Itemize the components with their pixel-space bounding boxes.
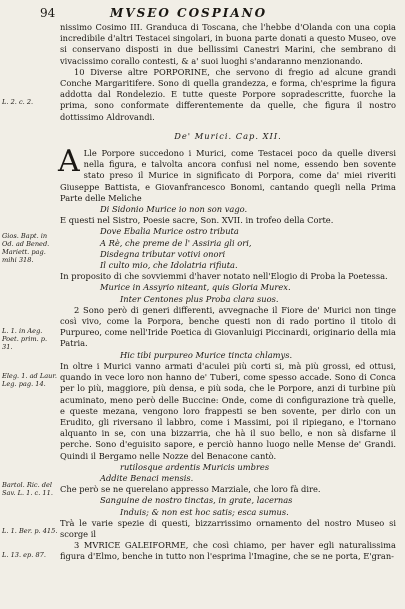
verse-line: Addite Benaci mensis. — [100, 472, 194, 483]
margin-note: L. 13. ep. 87. — [2, 551, 46, 559]
paragraph: Che però se ne querelano appresso Marziale, che loro fà dire. — [60, 484, 321, 495]
page-number: 94 — [40, 6, 56, 20]
verse-line: Il culto mio, che Idolatria rifiuta. — [100, 260, 238, 271]
margin-note: L. 2. c. 2. — [2, 98, 34, 106]
main-text — [60, 22, 396, 563]
paragraph: 3 MVRICE GALEIFORME, che così chiamo, per haver egli naturalissima figura d'Elmo, benche in tutto non l'esprima l'Imagine, che se ne porta, E'gran- — [60, 540, 396, 562]
page-header — [40, 6, 396, 20]
paragraph: 2 Sono però di generi differenti, avvegnache il Fiore de' Murici non tinge così vivo, come la Porpora, benche questi non di rado portino il titolo di Purpureo, come nell'Iride Poetica di Giovanluigi Piccinardi, originario della mia Patria. — [60, 304, 396, 349]
verse-line: Hic tibi purpureo Murice tincta chlamys. — [120, 349, 293, 360]
paragraph: E questi nel Sistro, Poesie sacre, Son. XVII. in trofeo della Corte. — [60, 215, 334, 226]
running-title: MVSEO COSPIANO — [110, 6, 268, 20]
paragraph: In oltre i Murici vanno armati d'aculei più corti si, mà più grossi, ed ottusi, quando in vece loro non hanno de' Tuberi, come spesso accade. Sono di Conca per lo più, maggiore, più densa, e più soda, che le Porpore, anzi di turbine più acuminato, meno però delle Buccine: Onde, come di configurazione trà quelle, e queste mezana, vengono loro frappesti se ben sovente, per dirlo con un Erudito, gli riversano il labbro, come i Massimi, poi il ripiegano, e l'tornano alquanto in se, con una bizzarria, che hà il suo bello, e non sà disfarne il perche. Sono d'eguisito sapore, e perciò hanno luogo nelle Mense de' Grandi. Quindi il Bergamo nelle Nozze del Benacone cantò. — [60, 360, 396, 461]
verse-line: Disdegna tributar votivi onori — [100, 248, 226, 259]
margin-note: Eleg. 1. ad Laur. Leg. pag. 14. — [2, 372, 57, 388]
drop-cap: A — [58, 144, 80, 180]
margin-note: L. 1. in Aeg. Poet. prim. p. 31. — [2, 327, 48, 351]
verse-line: Sanguine de nostro tinctas, in grate, lacernas — [100, 495, 293, 506]
paragraph: In proposito di che sovviemmi d'haver notato nell'Elogio di Proba la Poetessa. — [60, 271, 388, 282]
paragraph: 10 Diverse altre PORPORINE, che servono di fregio ad alcune grandi Conche Margaritifere. Sono di quella grandezza, e forma, ch'esprime la figura addotta dal Rondelezio. E tutte queste Porpore sopradescritte, fuorche la prima, sono conformate differentemente da quelle, che figura il nostro dottissimo Aldrovandi. — [60, 66, 396, 122]
margin-note: Gios. Bapt. in Od. ad Bened. Mariett. pag. mihi 318. — [2, 232, 50, 264]
verse-line: Inter Centones plus Proba clara suos. — [120, 293, 279, 304]
verse-line: Dove Ebalia Murice ostro tributa — [100, 226, 239, 237]
paragraph — [58, 144, 396, 204]
margin-note: Bartol. Ric. del Sav. L. 1. c. 11. — [2, 481, 53, 497]
verse-line: Induis; & non est hoc satis; esca sumus. — [120, 506, 289, 517]
paragraph-text: Lle Porpore succedono i Murici, come Testacei poco da quelle diversi nella figura, e talvolta ancora confusi nel nome, essendo ben sovente stato preso il Murice in significato di Porpora, come da' miei riveriti Giuseppe Battista, e Giovanfrancesco Bonomi, cantando quegli nella Prima Parte delle Meliche — [60, 148, 396, 203]
paragraph: Trà le varie spezie di questi, bizzarrissimo ornamento del nostro Museo si scorge il — [60, 517, 396, 539]
margin-note: L. 1. Ber. p. 415. — [2, 527, 58, 535]
verse-line: A Rè, che preme de l' Assiria gli ori, — [100, 237, 252, 248]
verse-line: Murice in Assyrio niteant, quis Gloria Murex. — [100, 282, 291, 293]
verse-line: Di Sidonio Murice io non son vago. — [100, 204, 248, 215]
section-title: De' Murici. Cap. XII. — [174, 130, 282, 141]
paragraph: nissimo Cosimo III. Granduca di Toscana, che l'hebbe d'Olanda con una copia incredibile d'altri Testacei singolari, in buona parte donati a questo Museo, ove si conservano disposti in due bellissimi Canestri Marini, che sembrano di vivacissimo corallo contesti, & a' suoi luoghi s'andaranno menzionando. — [60, 22, 396, 66]
verse-line: rutilosque ardentis Muricis umbres — [120, 461, 270, 472]
